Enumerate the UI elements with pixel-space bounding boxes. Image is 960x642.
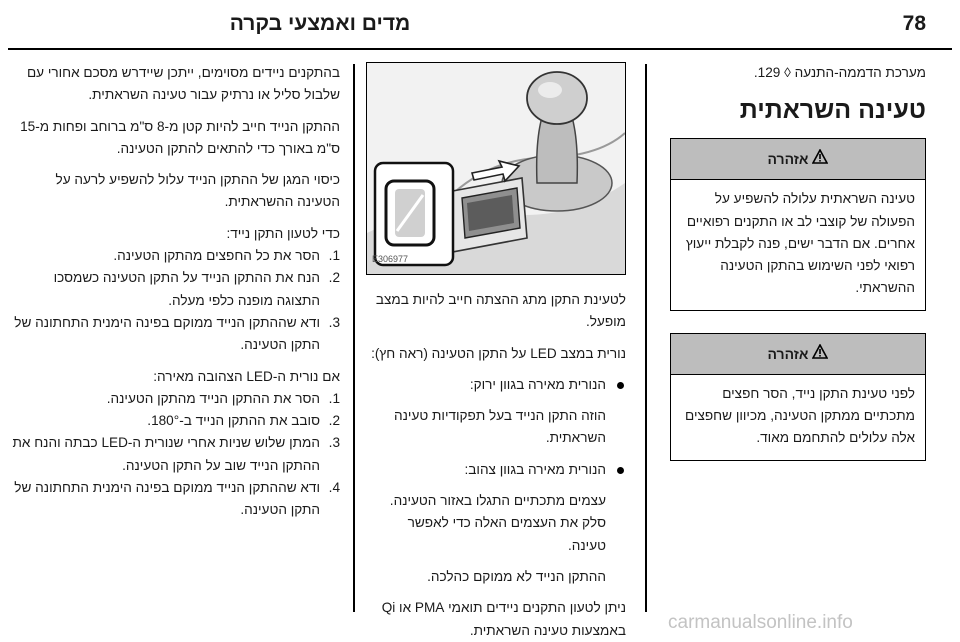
list-item: 1. הסר את כל החפצים מהתקן הטעינה. xyxy=(113,248,340,264)
watermark: carmanualsonline.info xyxy=(668,612,853,633)
list-item: הנורית מאירה בגוון צהוב: xyxy=(368,459,626,481)
list-item: 3. המתן שלוש שניות אחרי שנורית ה-LED כבתה והנח את ההתקן הנייד שוב על התקן הטעינה. xyxy=(12,435,340,473)
warning-text: טעינה השראתית עלולה להשפיע על הפעולה של קוצבי לב או התקנים רפואיים אחרים. אם הדבר ישים, פנה לקבלת ייעוץ רפואי לפני השימוש בהתקן הטעינה ההשראתי. xyxy=(685,191,915,296)
column-divider-right xyxy=(645,64,647,612)
page-title: מדים ואמצעי בקרה xyxy=(229,12,411,35)
charging-pad-illustration xyxy=(366,62,626,275)
warning-triangle-icon xyxy=(812,148,828,170)
list-item: 4. ודא שההתקן הנייד ממוקם בפינה הימנית התחתונה של התקן הטעינה. xyxy=(14,480,340,518)
right-column xyxy=(670,62,926,483)
list-item: 2. הנח את ההתקן הנייד על התקן הטעינה כשמסכו התצוגה מופנה כלפי מעלה. xyxy=(53,270,340,308)
warning-header xyxy=(671,334,925,375)
paragraph: לטעינת התקן מתג ההצתה חייב להיות במצב מופעל. xyxy=(375,292,626,330)
list-item: 3. ודא שההתקן הנייד ממוקם בפינה הימנית התחתונה של התקן הטעינה. xyxy=(14,314,340,353)
warning-box xyxy=(670,138,926,310)
warning-triangle-icon xyxy=(812,343,828,365)
list-item: הנורית מאירה בגוון ירוק: xyxy=(368,374,626,396)
warning-header xyxy=(671,139,925,180)
figure-id: E306977 xyxy=(372,253,409,264)
bullet-icon xyxy=(617,467,624,474)
section-title: טעינה השראתית xyxy=(739,96,926,125)
paragraph: ניתן לטעון התקנים ניידים תואמי PMA או Qi באמצעות טעינה השראתית. xyxy=(381,600,626,638)
paragraph: ההתקן הנייד חייב להיות קטן מ-8 ס"מ ברוחב ופחות מ-15 ס"מ באורך כדי להתאים להתקן הטעינה. xyxy=(20,118,340,156)
led-status-list xyxy=(368,374,626,396)
list-item: 1. הסר את ההתקן הנייד מהתקן הטעינה. xyxy=(106,390,340,406)
paragraph: נורית במצב LED על התקן הטעינה (ראה חץ): xyxy=(371,345,626,361)
yellow-led-steps-list xyxy=(10,388,340,522)
middle-column xyxy=(368,62,626,642)
warning-text: לפני טעינת התקן נייד, הסר חפצים מתכתיים ממתקן הטעינה, מכיוון שחפצים אלה עלולים להתחמם מאוד. xyxy=(685,385,915,446)
warning-box xyxy=(670,333,926,461)
led-status-list xyxy=(368,459,626,481)
paragraph: כיסוי המגן של ההתקן הנייד עלול להשפיע לרעה על הטעינה ההשראתית. xyxy=(55,172,340,210)
paragraph: אם נורית ה-LED הצהובה מאירה: xyxy=(153,368,340,384)
left-column xyxy=(10,62,340,522)
column-divider-left xyxy=(353,64,355,612)
list-item: 2. סובב את ההתקן הנייד ב-180°. xyxy=(147,413,340,429)
header-rule xyxy=(8,48,952,50)
charging-steps-list xyxy=(10,245,340,356)
paragraph: עצמים מתכתיים התגלו באזור הטעינה. סלק את העצמים האלה כדי לאפשר טעינה. xyxy=(389,493,606,553)
paragraph: כדי לטעון התקן נייד: xyxy=(226,225,340,241)
warning-heading: אזהרה xyxy=(767,151,809,168)
paragraph: הוזה התקן הנייד בעל תפקודיות טעינה השראתית. xyxy=(394,408,606,446)
paragraph: בהתקנים ניידים מסוימים, ייתכן שיידרש מסכם אחורי עם שלבול סליל או נרתיק עבור טעינה השראתית. xyxy=(26,65,340,103)
gear-shifter-charging-pad-drawing xyxy=(367,63,625,274)
warning-heading: אזהרה xyxy=(767,345,809,362)
paragraph: ההתקן הנייד לא ממוקם כהלכה. xyxy=(427,568,606,584)
cross-reference[interactable]: מערכת הדממה-התנעה ◊ 129. xyxy=(753,65,926,80)
page-number: 78 xyxy=(902,12,926,35)
bullet-icon xyxy=(617,382,624,389)
